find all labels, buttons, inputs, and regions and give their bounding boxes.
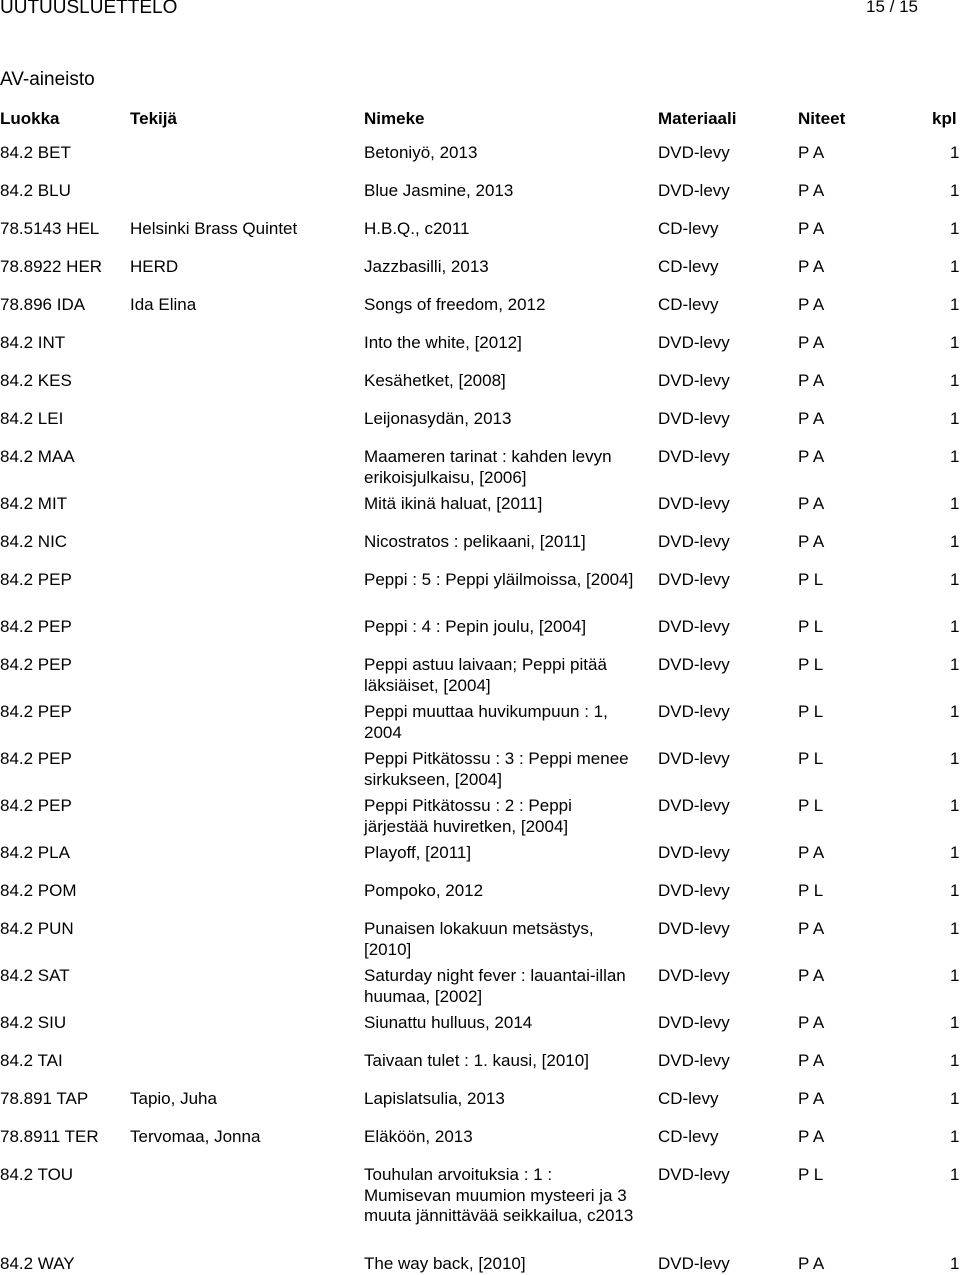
cell-niteet: P A <box>798 181 825 200</box>
cell-kpl: 1 <box>950 1051 960 1070</box>
cell-kpl: 1 <box>950 749 960 768</box>
column-header-materiaali: Materiaali <box>658 109 737 128</box>
cell-nimeke: Playoff, [2011] <box>364 843 472 862</box>
cell-kpl: 1 <box>950 570 960 589</box>
cell-kpl: 1 <box>950 1089 960 1108</box>
cell-nimeke: Kesähetket, [2008] <box>364 371 506 390</box>
cell-nimeke: Peppi Pitkätossu : 2 : Peppi järjestää huviretken, [2004] <box>364 796 572 836</box>
cell-luokka: 84.2 NIC <box>0 532 68 551</box>
cell-niteet: P A <box>798 371 825 390</box>
cell-kpl: 1 <box>950 494 960 513</box>
cell-materiaali: DVD-levy <box>658 447 730 466</box>
cell-nimeke: Leijonasydän, 2013 <box>364 409 512 428</box>
column-header-nimeke: Nimeke <box>364 109 425 128</box>
cell-kpl: 1 <box>950 919 960 938</box>
cell-nimeke: Pompoko, 2012 <box>364 881 484 900</box>
cell-nimeke: Saturday night fever : lauantai-illan huumaa, [2002] <box>364 966 626 1006</box>
cell-kpl: 1 <box>950 1127 960 1146</box>
cell-luokka: 84.2 KES <box>0 371 72 390</box>
cell-materiaali: DVD-levy <box>658 919 730 938</box>
cell-niteet: P A <box>798 1013 825 1032</box>
cell-tekija: Helsinki Brass Quintet <box>130 219 298 238</box>
cell-nimeke: Peppi Pitkätossu : 3 : Peppi menee sirkukseen, [2004] <box>364 749 629 789</box>
cell-niteet: P A <box>798 532 825 551</box>
cell-materiaali: DVD-levy <box>658 796 730 815</box>
cell-materiaali: DVD-levy <box>658 409 730 428</box>
section-heading: AV-aineisto <box>0 69 95 90</box>
page-number: 15 / 15 <box>866 0 918 16</box>
cell-niteet: P A <box>798 295 825 314</box>
cell-luokka: 78.891 TAP <box>0 1089 89 1108</box>
cell-nimeke: Peppi muuttaa huvikumpuun : 1, 2004 <box>364 702 608 742</box>
cell-materiaali: DVD-levy <box>658 1165 730 1184</box>
cell-nimeke: Touhulan arvoituksia : 1 : Mumisevan muumion mysteeri ja 3 muuta jännittävää seikkailua, c2013 <box>364 1165 634 1225</box>
cell-luokka: 78.8922 HER <box>0 257 103 276</box>
cell-materiaali: CD-levy <box>658 219 719 238</box>
cell-luokka: 84.2 PEP <box>0 702 72 721</box>
cell-nimeke: Mitä ikinä haluat, [2011] <box>364 494 543 513</box>
cell-nimeke: Blue Jasmine, 2013 <box>364 181 514 200</box>
cell-nimeke: Peppi : 5 : Peppi yläilmoissa, [2004] <box>364 570 634 589</box>
cell-luokka: 84.2 TOU <box>0 1165 74 1184</box>
cell-nimeke: Siunattu hulluus, 2014 <box>364 1013 533 1032</box>
cell-materiaali: CD-levy <box>658 1127 719 1146</box>
cell-kpl: 1 <box>950 295 960 314</box>
cell-kpl: 1 <box>950 1254 960 1273</box>
cell-kpl: 1 <box>950 966 960 985</box>
cell-kpl: 1 <box>950 1165 960 1184</box>
cell-luokka: 84.2 PEP <box>0 749 72 768</box>
cell-nimeke: Peppi : 4 : Pepin joulu, [2004] <box>364 617 587 636</box>
cell-nimeke: Nicostratos : pelikaani, [2011] <box>364 532 586 551</box>
cell-kpl: 1 <box>950 532 960 551</box>
cell-kpl: 1 <box>950 843 960 862</box>
cell-kpl: 1 <box>950 617 960 636</box>
cell-nimeke: Jazzbasilli, 2013 <box>364 257 489 276</box>
cell-luokka: 84.2 POM <box>0 881 77 900</box>
cell-niteet: P L <box>798 881 824 900</box>
cell-niteet: P L <box>798 1165 824 1184</box>
cell-kpl: 1 <box>950 881 960 900</box>
cell-materiaali: DVD-levy <box>658 532 730 551</box>
cell-niteet: P A <box>798 966 825 985</box>
catalog-title: UUTUUSLUETTELO <box>0 0 178 18</box>
cell-nimeke: Into the white, [2012] <box>364 333 522 352</box>
cell-nimeke: Betoniyö, 2013 <box>364 143 478 162</box>
cell-kpl: 1 <box>950 796 960 815</box>
cell-materiaali: DVD-levy <box>658 1013 730 1032</box>
cell-nimeke: Peppi astuu laivaan; Peppi pitää läksiäiset, [2004] <box>364 655 607 695</box>
column-header-kpl: kpl <box>932 109 957 128</box>
cell-materiaali: DVD-levy <box>658 1051 730 1070</box>
cell-luokka: 84.2 BLU <box>0 181 71 200</box>
cell-materiaali: CD-levy <box>658 295 719 314</box>
cell-materiaali: CD-levy <box>658 257 719 276</box>
cell-luokka: 84.2 PEP <box>0 655 72 674</box>
cell-kpl: 1 <box>950 409 960 428</box>
cell-tekija: Tervomaa, Jonna <box>130 1127 261 1146</box>
cell-luokka: 78.896 IDA <box>0 295 86 314</box>
cell-niteet: P A <box>798 919 825 938</box>
cell-luokka: 84.2 PUN <box>0 919 74 938</box>
cell-nimeke: Lapislatsulia, 2013 <box>364 1089 505 1108</box>
cell-kpl: 1 <box>950 371 960 390</box>
cell-kpl: 1 <box>950 219 960 238</box>
cell-kpl: 1 <box>950 702 960 721</box>
cell-nimeke: The way back, [2010] <box>364 1254 526 1273</box>
cell-luokka: 84.2 BET <box>0 143 71 162</box>
cell-materiaali: CD-levy <box>658 1089 719 1108</box>
cell-materiaali: DVD-levy <box>658 702 730 721</box>
cell-niteet: P A <box>798 447 825 466</box>
cell-materiaali: DVD-levy <box>658 143 730 162</box>
cell-luokka: 84.2 PEP <box>0 796 72 815</box>
cell-niteet: P A <box>798 143 825 162</box>
cell-luokka: 84.2 INT <box>0 333 66 352</box>
cell-niteet: P A <box>798 409 825 428</box>
cell-kpl: 1 <box>950 447 960 466</box>
cell-niteet: P A <box>798 1127 825 1146</box>
cell-nimeke: H.B.Q., c2011 <box>364 219 470 238</box>
cell-niteet: P A <box>798 1089 825 1108</box>
cell-materiaali: DVD-levy <box>658 655 730 674</box>
cell-nimeke: Taivaan tulet : 1. kausi, [2010] <box>364 1051 589 1070</box>
cell-tekija: Ida Elina <box>130 295 197 314</box>
cell-niteet: P L <box>798 655 824 674</box>
cell-kpl: 1 <box>950 181 960 200</box>
cell-niteet: P L <box>798 702 824 721</box>
cell-niteet: P A <box>798 257 825 276</box>
cell-kpl: 1 <box>950 143 960 162</box>
cell-materiaali: DVD-levy <box>658 749 730 768</box>
cell-luokka: 84.2 TAI <box>0 1051 63 1070</box>
cell-niteet: P A <box>798 219 825 238</box>
cell-niteet: P A <box>798 333 825 352</box>
cell-luokka: 84.2 MAA <box>0 447 75 466</box>
cell-materiaali: DVD-levy <box>658 617 730 636</box>
cell-tekija: HERD <box>130 257 179 276</box>
cell-niteet: P L <box>798 796 824 815</box>
cell-materiaali: DVD-levy <box>658 371 730 390</box>
cell-luokka: 84.2 PEP <box>0 570 72 589</box>
cell-luokka: 84.2 PLA <box>0 843 70 862</box>
column-header-tekija: Tekijä <box>130 109 177 128</box>
cell-materiaali: DVD-levy <box>658 843 730 862</box>
cell-kpl: 1 <box>950 333 960 352</box>
cell-luokka: 84.2 LEI <box>0 409 64 428</box>
cell-materiaali: DVD-levy <box>658 333 730 352</box>
cell-kpl: 1 <box>950 257 960 276</box>
cell-luokka: 84.2 SIU <box>0 1013 67 1032</box>
cell-materiaali: DVD-levy <box>658 494 730 513</box>
column-header-niteet: Niteet <box>798 109 846 128</box>
cell-niteet: P L <box>798 570 824 589</box>
cell-materiaali: DVD-levy <box>658 1254 730 1273</box>
cell-luokka: 84.2 MIT <box>0 494 68 513</box>
cell-niteet: P L <box>798 617 824 636</box>
cell-materiaali: DVD-levy <box>658 966 730 985</box>
cell-niteet: P A <box>798 843 825 862</box>
cell-luokka: 84.2 WAY <box>0 1254 75 1273</box>
cell-materiaali: DVD-levy <box>658 181 730 200</box>
cell-nimeke: Eläköön, 2013 <box>364 1127 473 1146</box>
cell-niteet: P A <box>798 494 825 513</box>
cell-luokka: 84.2 PEP <box>0 617 72 636</box>
cell-nimeke: Punaisen lokakuun metsästys, [2010] <box>364 919 594 959</box>
cell-tekija: Tapio, Juha <box>130 1089 217 1108</box>
cell-niteet: P A <box>798 1254 825 1273</box>
cell-nimeke: Songs of freedom, 2012 <box>364 295 546 314</box>
cell-luokka: 78.8911 TER <box>0 1127 99 1146</box>
cell-materiaali: DVD-levy <box>658 881 730 900</box>
cell-luokka: 78.5143 HEL <box>0 219 100 238</box>
cell-kpl: 1 <box>950 1013 960 1032</box>
cell-niteet: P L <box>798 749 824 768</box>
cell-materiaali: DVD-levy <box>658 570 730 589</box>
column-header-luokka: Luokka <box>0 109 60 128</box>
cell-luokka: 84.2 SAT <box>0 966 70 985</box>
cell-niteet: P A <box>798 1051 825 1070</box>
cell-nimeke: Maameren tarinat : kahden levyn erikoisjulkaisu, [2006] <box>364 447 612 487</box>
cell-kpl: 1 <box>950 655 960 674</box>
